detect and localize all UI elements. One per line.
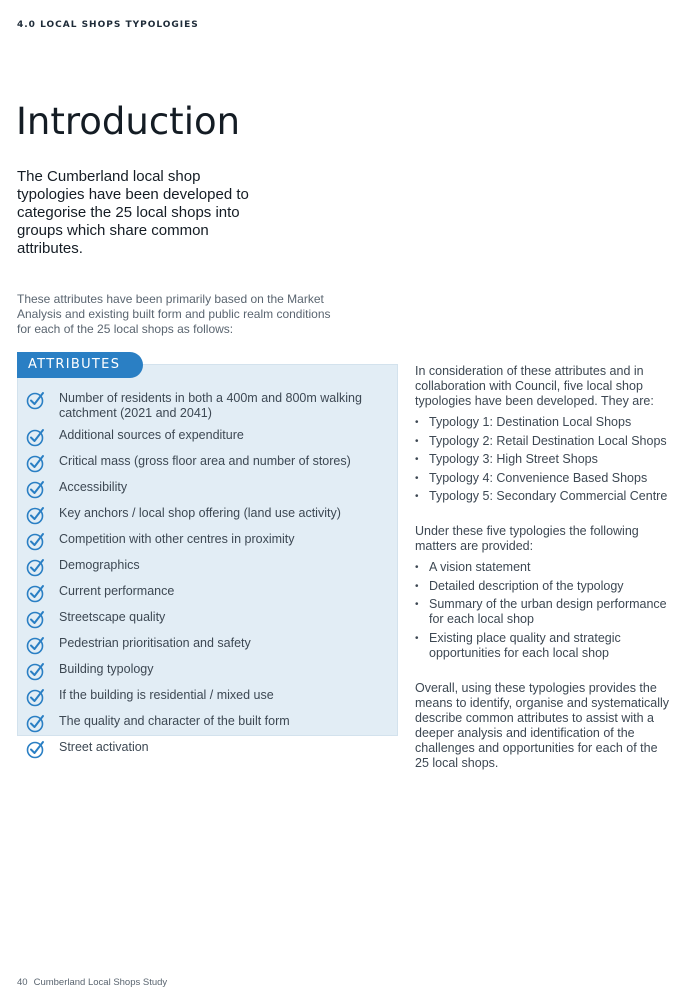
typology-item (415, 434, 670, 449)
check-circle-icon (26, 453, 46, 473)
check-circle-icon (26, 609, 46, 629)
matter-item (415, 597, 670, 627)
attribute-label: Critical mass (gross floor area and number of stores) (59, 454, 351, 468)
bullet-icon: • (415, 472, 419, 484)
check-circle-icon (26, 479, 46, 499)
attribute-label: Accessibility (59, 480, 128, 494)
bullet-icon: • (415, 435, 419, 447)
attribute-label: The quality and character of the built form (59, 714, 290, 728)
intro-paragraph: These attributes have been primarily based on the Market Analysis and existing built form and public realm conditions for each of the 25 local shops as follows: (17, 292, 331, 336)
attribute-label: Building typology (59, 662, 154, 676)
overall-paragraph: Overall, using these typologies provides the means to identify, organise and systematically describe common attributes to assist with a deeper analysis and identification of the challenges and opportunities for each of the 25 local shops. (415, 680, 670, 770)
matters-intro: Under these five typologies the following matters are provided: (415, 524, 639, 553)
attribute-item (26, 714, 386, 733)
attribute-item (26, 428, 386, 447)
lead-paragraph: The Cumberland local shop typologies have been developed to categorise the 25 local shops into groups which share common attributes. (17, 168, 249, 257)
attribute-label: Competition with other centres in proximity (59, 532, 295, 546)
attribute-item (26, 391, 386, 421)
check-circle-icon (26, 557, 46, 577)
attributes-list (26, 391, 386, 766)
check-circle-icon (26, 531, 46, 551)
attribute-item (26, 532, 386, 551)
matters-list (415, 560, 670, 661)
typology-item-label: Typology 3: High Street Shops (429, 452, 598, 466)
check-circle-icon (26, 505, 46, 525)
attribute-item (26, 584, 386, 603)
attribute-label: Current performance (59, 584, 175, 598)
section-label: 4.0 LOCAL SHOPS TYPOLOGIES (17, 20, 199, 30)
matter-item-label: A vision statement (429, 560, 531, 574)
typology-item (415, 489, 670, 504)
typology-item (415, 415, 670, 430)
check-circle-icon (26, 687, 46, 707)
attribute-label: Key anchors / local shop offering (land use activity) (59, 506, 341, 520)
matter-item (415, 579, 670, 594)
typology-item (415, 471, 670, 486)
attribute-item (26, 558, 386, 577)
check-circle-icon (26, 390, 46, 410)
typologies-list (415, 415, 670, 504)
attribute-label: Pedestrian prioritisation and safety (59, 636, 251, 650)
bullet-icon: • (415, 454, 419, 465)
matter-item-label: Summary of the urban design performance for each local shop (429, 597, 667, 626)
typology-item-label: Typology 4: Convenience Based Shops (429, 470, 648, 485)
attribute-label: Additional sources of expenditure (59, 428, 244, 442)
typology-item-label: Typology 2: Retail Destination Local Shops (429, 433, 667, 448)
bullet-icon: • (415, 580, 419, 592)
attribute-item (26, 506, 386, 525)
typology-item (415, 452, 670, 467)
typology-item-label: Typology 1: Destination Local Shops (429, 415, 632, 429)
check-circle-icon (26, 635, 46, 655)
attribute-label: Number of residents in both a 400m and 800m walking catchment (2021 and 2041) (59, 391, 362, 420)
page-footer (17, 977, 167, 988)
bullet-icon: • (415, 491, 419, 502)
attributes-heading: ATTRIBUTES (17, 352, 143, 378)
page-title: Introduction (16, 100, 241, 143)
right-column (415, 364, 670, 771)
matter-item-label: Existing place quality and strategic opportunities for each local shop (429, 630, 621, 660)
attribute-label: Streetscape quality (59, 610, 166, 624)
attribute-label: Demographics (59, 558, 140, 572)
check-circle-icon (26, 583, 46, 603)
attribute-item (26, 740, 386, 759)
bullet-icon: • (415, 417, 419, 428)
typology-item-label: Typology 5: Secondary Commercial Centre (429, 489, 668, 503)
matter-item (415, 631, 670, 661)
attribute-item (26, 610, 386, 629)
document-title: Cumberland Local Shops Study (33, 977, 168, 988)
matter-item (415, 560, 670, 575)
check-circle-icon (26, 713, 46, 733)
attribute-label: If the building is residential / mixed use (59, 688, 274, 702)
attribute-item (26, 454, 386, 473)
page-number: 40 (17, 977, 28, 988)
matter-item-label: Detailed description of the typology (429, 578, 624, 593)
bullet-icon: • (415, 632, 419, 644)
typologies-intro: In consideration of these attributes and in collaboration with Council, five local shop typologies have been developed. They are: (415, 364, 654, 408)
attribute-item (26, 662, 386, 681)
check-circle-icon (26, 739, 46, 759)
attribute-label: Street activation (59, 740, 149, 754)
attribute-item (26, 688, 386, 707)
check-circle-icon (26, 427, 46, 447)
bullet-icon: • (415, 599, 419, 610)
check-circle-icon (26, 661, 46, 681)
attribute-item (26, 636, 386, 655)
attribute-item (26, 480, 386, 499)
bullet-icon: • (415, 562, 419, 573)
